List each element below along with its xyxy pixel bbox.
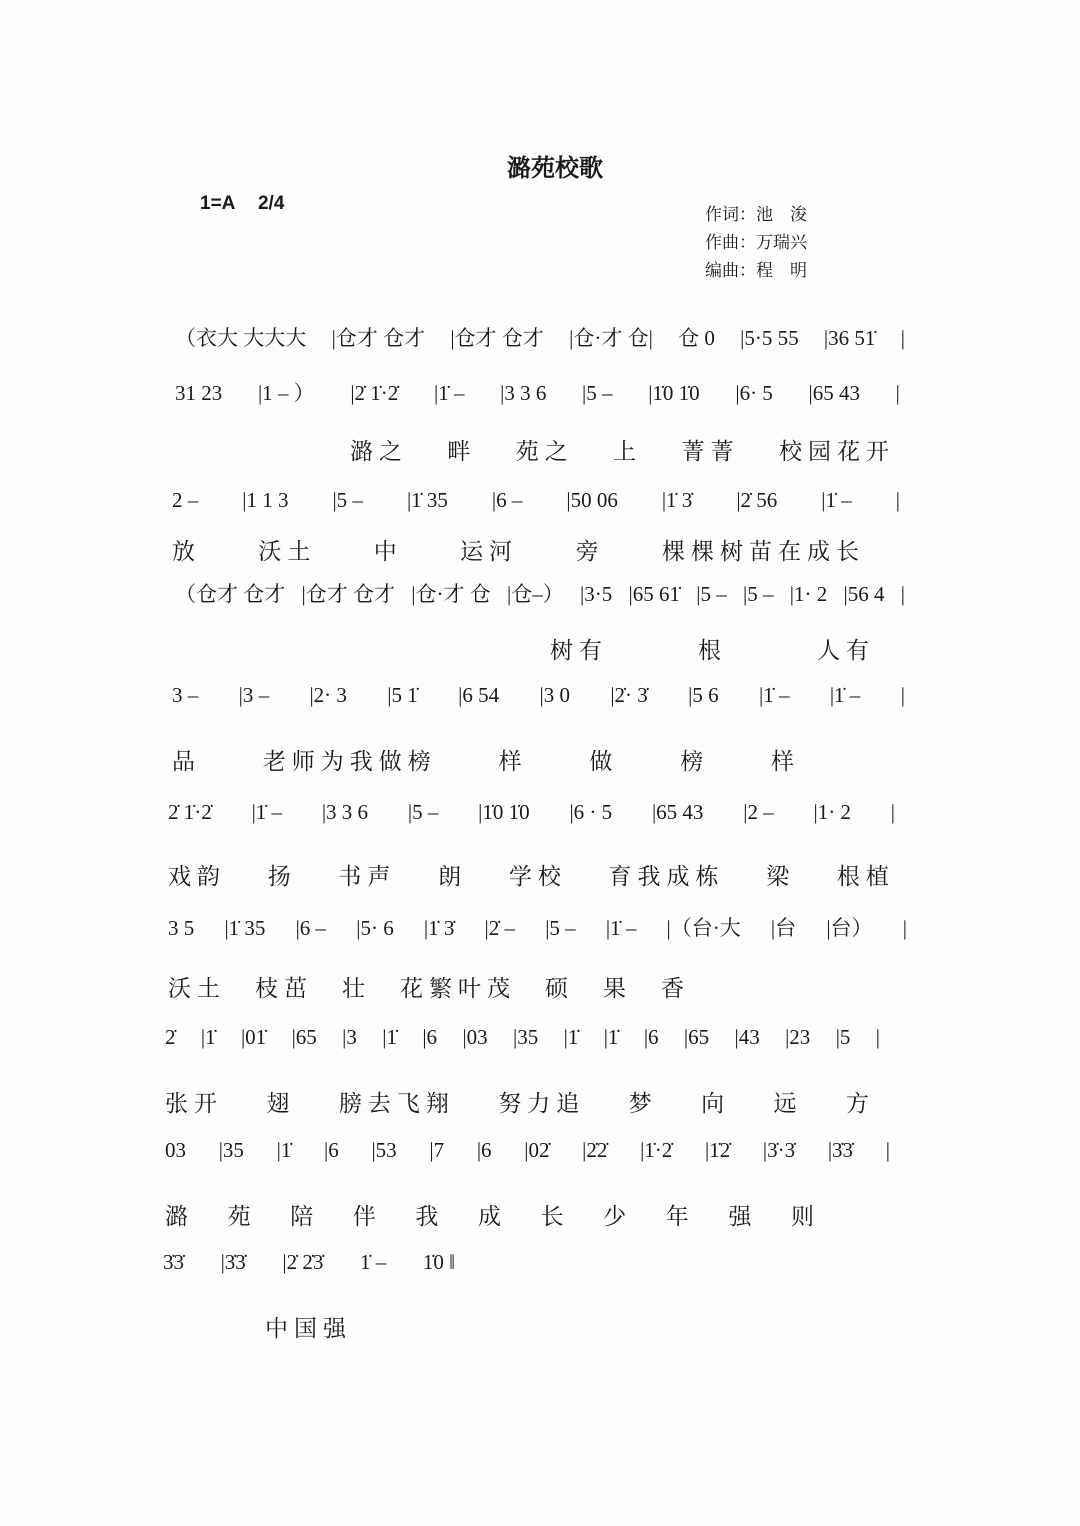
measure: |50 06	[566, 488, 618, 512]
measure: 3̇3̇	[163, 1250, 184, 1274]
lyric-word: 成	[477, 1204, 507, 1230]
measure: |02̇	[524, 1138, 550, 1162]
measure: |43	[734, 1025, 760, 1049]
lyric-word: 梦	[628, 1091, 658, 1117]
measure: |35	[218, 1138, 244, 1162]
measure: |1̇	[200, 1025, 216, 1049]
measure: |6 –	[491, 488, 523, 512]
lyric-word: 沃土	[258, 539, 317, 565]
measure: |65 43	[651, 800, 704, 824]
lyric-word: 潞	[165, 1204, 194, 1230]
measure: |65	[683, 1025, 710, 1049]
lyric-word: 书声	[338, 864, 397, 890]
measure: |3̇3̇	[220, 1250, 246, 1274]
measure: |35	[513, 1025, 539, 1049]
measure: |56 4	[843, 582, 885, 606]
lyric-line	[172, 743, 800, 776]
measure: |1̇·2̇	[640, 1138, 673, 1162]
lyric-word: 强	[728, 1204, 758, 1230]
notation-line	[165, 1025, 880, 1050]
measure: |1̇	[276, 1138, 292, 1162]
measure: |	[890, 800, 895, 824]
measure: |6	[324, 1138, 339, 1162]
lyric-word: 陪	[290, 1204, 320, 1230]
lyric-word: 少	[603, 1204, 633, 1230]
measure: |3·5	[580, 582, 613, 606]
measure: |6 –	[295, 916, 327, 940]
lyric-word: 年	[665, 1204, 695, 1230]
lyric-word: 则	[790, 1204, 820, 1230]
lyric-word: 样	[770, 749, 800, 775]
measure: |36 51̇	[823, 326, 876, 350]
measure: |5 –	[743, 582, 774, 606]
measure: |6	[476, 1138, 492, 1162]
lyric-word: 放	[172, 539, 201, 565]
measure: |23	[785, 1025, 811, 1049]
lyric-word: 旁	[575, 539, 605, 565]
measure: |	[900, 582, 905, 606]
lyric-word: 扬	[267, 864, 297, 890]
lyric-line	[265, 1310, 365, 1343]
measure: |1̇ –	[605, 916, 637, 940]
notation-line	[175, 322, 905, 352]
measure: |台）	[826, 916, 873, 940]
measure: |1̇ 3̇	[661, 488, 693, 512]
measure: |53	[371, 1138, 397, 1162]
measure: |03	[462, 1025, 488, 1049]
lyric-word: 上	[613, 439, 643, 465]
measure: |6	[422, 1025, 438, 1049]
measure: |1̇0 1̇0	[478, 800, 530, 824]
measure: |2̇ 1̇·2̇	[350, 381, 399, 405]
lyric-word: 老师为我做榜	[262, 749, 437, 775]
measure: |	[895, 488, 900, 512]
measure: |5· 6	[356, 916, 394, 940]
lyric-word: 努力追	[498, 1091, 586, 1117]
measure: （衣大 大大大	[175, 326, 307, 350]
measure: |2̇2̇	[582, 1138, 608, 1162]
measure: |3 3 6	[500, 381, 547, 405]
lyric-word: 膀去飞翔	[338, 1091, 455, 1117]
composer-credit: 作曲：万瑞兴	[705, 233, 807, 253]
measure: |6· 5	[735, 381, 773, 405]
measure: |仓才 仓才	[331, 326, 426, 350]
lyric-word: 树有	[550, 638, 608, 664]
notation-line	[163, 1250, 455, 1275]
lyric-word: 运河	[460, 539, 519, 565]
measure: |5 –	[582, 381, 613, 405]
notation-line	[175, 377, 900, 407]
measure: |1̇ –	[433, 381, 465, 405]
lyric-word: 我	[415, 1204, 445, 1230]
measure: |6	[643, 1025, 659, 1049]
measure: |仓–）	[507, 582, 564, 606]
lyric-word: 沃土	[168, 976, 226, 1002]
lyric-word: 中国强	[265, 1316, 352, 1342]
lyric-line	[168, 858, 895, 891]
lyric-word: 苑	[227, 1204, 257, 1230]
lyric-line	[550, 632, 875, 665]
measure: |仓才 仓才	[450, 326, 544, 350]
measure: |2̇ 2̇3̇	[282, 1250, 324, 1274]
measure: 03	[165, 1138, 186, 1162]
measure: |1̇2̇	[704, 1138, 731, 1162]
measure: |5	[835, 1025, 851, 1049]
measure: |2̇· 3̇	[610, 683, 648, 707]
notation-line	[168, 912, 907, 942]
lyric-word: 样	[498, 749, 528, 775]
measure: |65	[291, 1025, 317, 1049]
measure: |	[875, 1025, 880, 1049]
lyric-word: 向	[701, 1091, 731, 1117]
measure: |5 –	[696, 582, 727, 606]
measure: |1· 2	[813, 800, 851, 824]
measure: |1̇	[603, 1025, 619, 1049]
lyric-word: 香	[661, 976, 690, 1002]
lyricist-credit: 作词：池 浚	[705, 205, 807, 225]
measure: 3 5	[168, 916, 195, 940]
measure: 2 –	[172, 488, 199, 512]
lyric-word: 方	[845, 1091, 875, 1117]
lyric-line	[165, 1085, 875, 1118]
measure: |1̇0 1̇0	[648, 381, 700, 405]
lyric-word: 壮	[342, 976, 371, 1002]
lyric-word: 梁	[766, 864, 796, 890]
lyric-word: 做	[589, 749, 619, 775]
measure: （仓才 仓才	[175, 582, 286, 606]
measure: |1̇ 35	[406, 488, 448, 512]
lyric-word: 长	[540, 1204, 570, 1230]
measure: |2̇ 56	[736, 488, 778, 512]
measure: |1̇ –	[829, 683, 861, 707]
lyric-word: 戏韵	[168, 864, 226, 890]
measure: |	[902, 916, 907, 940]
key-and-time	[200, 193, 284, 215]
lyric-word: 育我成栋	[608, 864, 725, 890]
measure: |1̇ 35	[224, 916, 266, 940]
measure: |3	[342, 1025, 357, 1049]
measure: |1 – ）	[257, 381, 315, 405]
lyric-line	[350, 433, 895, 466]
lyric-line	[168, 970, 690, 1003]
measure: |仓·才 仓	[411, 582, 491, 606]
lyric-word: 菁菁	[681, 439, 740, 465]
measure: 31 23	[175, 381, 223, 405]
lyric-word: 畔	[447, 439, 477, 465]
measure: 仓 0	[678, 326, 715, 350]
lyric-word: 根植	[836, 864, 895, 890]
measure: |3 3 6	[321, 800, 369, 824]
measure: |台	[770, 916, 797, 940]
measure: |6 · 5	[569, 800, 613, 824]
measure: |5·5 55	[740, 326, 799, 350]
lyric-word: 翅	[266, 1091, 296, 1117]
lyric-word: 朗	[438, 864, 468, 890]
notation-line	[175, 578, 905, 608]
measure: |1 1 3	[242, 488, 289, 512]
measure: |（台·大	[666, 916, 741, 940]
measure: |仓才 仓才	[301, 582, 395, 606]
notation-line	[168, 800, 895, 825]
measure: |3̇3̇	[827, 1138, 854, 1162]
measure: |7	[429, 1138, 445, 1162]
measure: |1̇ –	[251, 800, 283, 824]
time-signature: 2/4	[257, 193, 285, 214]
lyric-word: 苑之	[515, 439, 574, 465]
lyric-word: 远	[773, 1091, 803, 1117]
lyric-word: 果	[603, 976, 632, 1002]
lyric-word: 人有	[817, 638, 875, 664]
measure: |5 6	[688, 683, 719, 707]
measure: |仓·才 仓|	[569, 326, 653, 350]
lyric-word: 枝茁	[255, 976, 313, 1002]
measure: |5 –	[332, 488, 363, 512]
measure: |5 –	[545, 916, 576, 940]
arranger-credit: 编曲：程 明	[705, 261, 807, 281]
lyric-word: 棵棵树苗在成长	[661, 539, 865, 565]
measure: |65 43	[808, 381, 860, 405]
measure: |6 54	[458, 683, 500, 707]
measure: |3 –	[238, 683, 270, 707]
lyric-word: 潞之	[350, 439, 408, 465]
measure: |1̇	[382, 1025, 397, 1049]
notation-line	[172, 488, 900, 513]
lyric-line	[172, 533, 865, 566]
measure: 1̇0 ‖	[422, 1250, 455, 1274]
measure: 2̇ 1̇·2̇	[168, 800, 212, 824]
lyric-word: 榜	[680, 749, 710, 775]
lyric-word: 品	[172, 749, 201, 775]
measure: |2̇ –	[484, 916, 516, 940]
lyric-word: 中	[373, 539, 403, 565]
measure: |01̇	[240, 1025, 267, 1049]
measure: |5 1̇	[387, 683, 418, 707]
measure: |2· 3	[309, 683, 347, 707]
key-signature: 1=A	[200, 193, 235, 214]
lyric-word: 花繁叶茂	[400, 976, 516, 1002]
measure: |3̇·3̇	[762, 1138, 796, 1162]
lyric-word: 张开	[165, 1091, 223, 1117]
measure: |1̇ –	[759, 683, 790, 707]
measure: 2̇	[165, 1025, 176, 1049]
lyric-word: 硕	[545, 976, 574, 1002]
measure: |2 –	[743, 800, 774, 824]
measure: |	[895, 381, 900, 405]
measure: |1· 2	[789, 582, 828, 606]
lyric-word: 伴	[352, 1204, 382, 1230]
measure: |1̇	[563, 1025, 579, 1049]
measure: |1̇ –	[821, 488, 852, 512]
lyric-word: 根	[698, 638, 727, 664]
measure: |	[900, 326, 905, 350]
measure: 3 –	[172, 683, 199, 707]
measure: |	[900, 683, 905, 707]
lyric-line	[165, 1198, 820, 1231]
notation-line	[165, 1138, 890, 1163]
measure: |5 –	[407, 800, 439, 824]
song-title: 潞苑校歌	[507, 153, 603, 182]
measure: |	[885, 1138, 890, 1162]
measure: |1̇ 3̇	[423, 916, 455, 940]
measure: |3 0	[539, 683, 570, 707]
notation-line	[172, 683, 905, 708]
measure: |65 61̇	[628, 582, 680, 606]
lyric-word: 校园花开	[778, 439, 895, 465]
lyric-word: 学校	[508, 864, 567, 890]
measure: 1̇ –	[359, 1250, 387, 1274]
